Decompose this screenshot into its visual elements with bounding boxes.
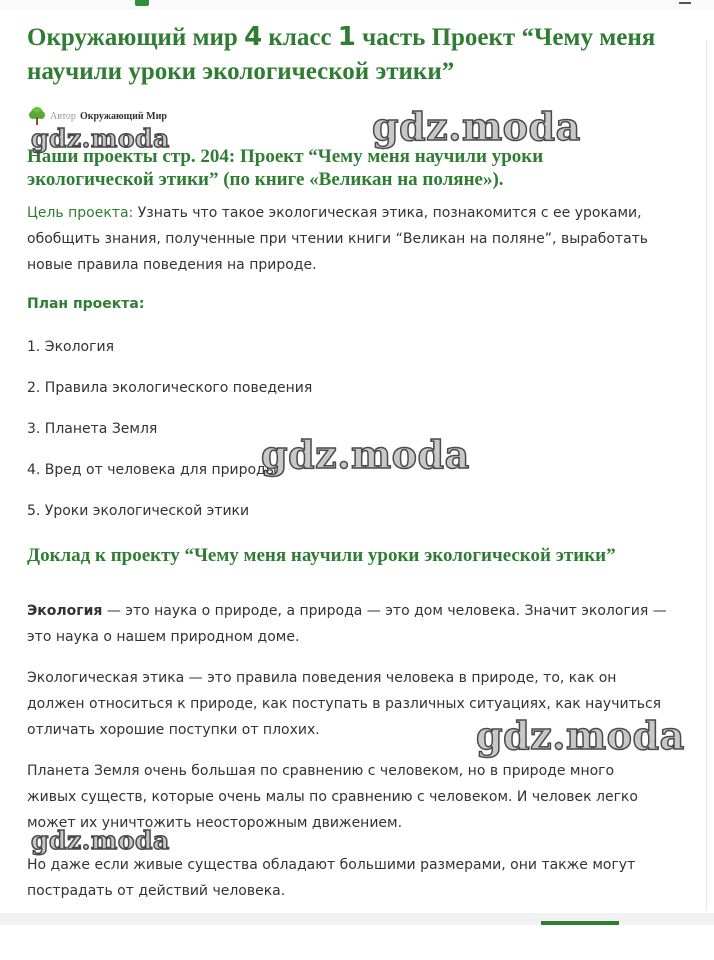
paragraph-ecology bbox=[27, 598, 667, 650]
top-strip-dash bbox=[679, 2, 691, 4]
title-text-3: часть Проект “Чему меня научили уроки экологической этики” bbox=[27, 24, 656, 85]
author-name[interactable]: Окружающий Мир bbox=[79, 110, 167, 122]
watermark: gdz.moda bbox=[476, 713, 685, 758]
plan-label: План проекта: bbox=[27, 296, 145, 312]
watermark: gdz.moda bbox=[31, 826, 170, 855]
ecology-term: Экология bbox=[27, 603, 103, 619]
title-number-2: 1 bbox=[337, 22, 356, 52]
content-border bbox=[706, 40, 707, 910]
author-label: Автор bbox=[50, 110, 76, 122]
bottom-accent bbox=[541, 921, 619, 925]
goal-label: Цель проекта: bbox=[27, 205, 134, 221]
section2-heading: Доклад к проекту “Чему меня научили уроки экологической этики” bbox=[27, 545, 616, 566]
paragraph-damage: Но даже если живые существа обладают большими размерами, они также могут пострадать от действий человека. bbox=[27, 857, 636, 899]
goal-text: Узнать что такое экологическая этика, познакомится с ее уроками, обобщить знания, полученные при чтении книги “Великан на поляне”, выработать новые правила поведения на природе. bbox=[27, 205, 649, 273]
plan-item: 5. Уроки экологической этики bbox=[27, 503, 250, 519]
watermark: gdz.moda bbox=[372, 104, 581, 149]
page-title bbox=[27, 20, 667, 89]
plan-item: 1. Экология bbox=[27, 339, 114, 355]
top-strip bbox=[0, 0, 714, 10]
ecology-definition: — это наука о природе, а природа — это дом человека. Значит экология — это наука о нашем природном доме. bbox=[27, 603, 667, 645]
bottom-bar bbox=[0, 913, 714, 925]
article-header bbox=[27, 20, 667, 89]
watermark: gdz.moda bbox=[31, 124, 170, 153]
paragraph-ethics: Экологическая этика — это правила поведения человека в природе, то, как он должен относиться к природе, как поступать в различных ситуациях, как научиться отличать хорошие поступки от плохих. bbox=[27, 670, 662, 738]
watermark: gdz.moda bbox=[261, 432, 470, 477]
section1-heading: Наши проекты стр. 204: Проект “Чему меня научили уроки экологической этики” (по книге «Великан на поляне»). bbox=[27, 146, 544, 190]
paragraph-planet: Планета Земля очень большая по сравнению с человеком, но в природе много живых существ, которые очень малы по сравнению с человеком. И человек легко может их уничтожить неосторожным движением. bbox=[27, 763, 638, 831]
title-text-1: Окружающий мир bbox=[27, 24, 245, 51]
top-strip-mark bbox=[135, 0, 149, 6]
plan-item: 2. Правила экологического поведения bbox=[27, 380, 313, 396]
project-goal bbox=[27, 200, 667, 278]
title-number-1: 4 bbox=[244, 22, 263, 52]
plan-item: 3. Планета Земля bbox=[27, 421, 158, 437]
plan-item: 4. Вред от человека для природы bbox=[27, 462, 277, 478]
tree-icon bbox=[27, 106, 47, 126]
author-line bbox=[27, 106, 167, 126]
title-text-2: класс bbox=[262, 24, 338, 51]
